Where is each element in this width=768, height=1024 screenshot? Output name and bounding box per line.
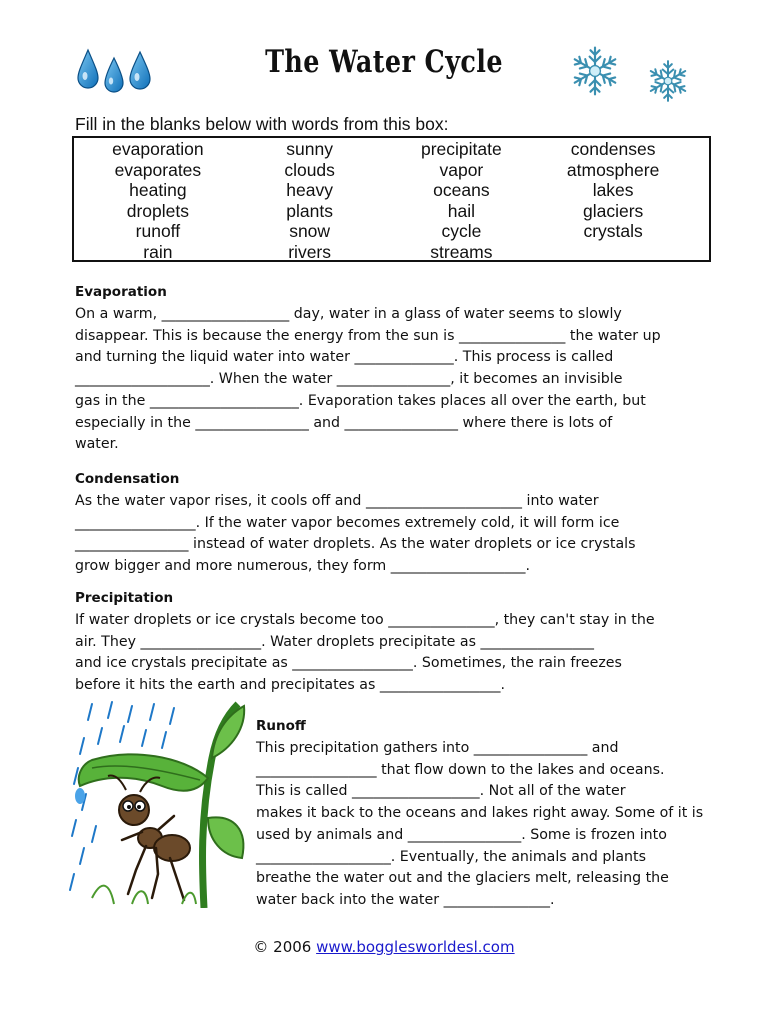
word-item: rivers (288, 241, 332, 262)
text-line: water. (75, 436, 119, 453)
worksheet-header (0, 0, 768, 110)
text-line: before it hits the earth and precipitates as _________________. (75, 677, 505, 694)
word-column (82, 139, 234, 260)
word-item: oceans (433, 180, 490, 201)
text-line: As the water vapor rises, it cools off and ______________________ into water (75, 493, 599, 509)
text-line: used by animals and ________________. Some is frozen into (256, 826, 667, 843)
word-item: glaciers (582, 200, 644, 221)
runoff-section (256, 718, 706, 912)
word-item: evaporation (112, 139, 204, 159)
word-item: vapor (439, 159, 484, 180)
text-line: ________________ instead of water droplets. As the water droplets or ice crystals (75, 536, 636, 553)
section-heading: Condensation (75, 471, 180, 487)
word-item: plants (286, 200, 333, 221)
text-line: makes it back to the oceans and lakes right away. Some of it is (256, 805, 704, 822)
text-line: On a warm, __________________ day, water in a glass of water seems to slowly (75, 306, 622, 322)
word-item: lakes (592, 180, 634, 201)
text-line: especially in the ________________ and ________________ where there is lots of (75, 414, 613, 431)
section-text (75, 491, 705, 578)
text-line: water back into the water _______________. (256, 891, 555, 908)
text-line: air. They _________________. Water droplets precipitate as ________________ (75, 633, 594, 650)
word-item: cycle (441, 221, 482, 242)
text-line: This precipitation gathers into ________________ and (256, 740, 619, 756)
section-heading: Precipitation (75, 590, 174, 606)
evaporation-section (75, 284, 705, 456)
word-item: atmosphere (566, 159, 660, 180)
section-text (75, 304, 705, 456)
condensation-section (75, 471, 705, 578)
word-item: droplets (126, 200, 189, 221)
word-item: heating (129, 180, 187, 201)
word-item: evaporates (114, 159, 202, 180)
text-line: ___________________. Eventually, the animals and plants (256, 848, 646, 865)
text-line: disappear. This is because the energy from the sun is _______________ the water up (75, 327, 661, 344)
snowflake-icon (645, 58, 691, 104)
page-title: The Water Cycle (265, 44, 503, 80)
precipitation-section (75, 590, 705, 697)
word-item: rain (143, 241, 173, 262)
word-box (72, 136, 711, 262)
word-item: hail (447, 200, 475, 221)
section-heading: Evaporation (75, 284, 167, 300)
word-item: crystals (583, 221, 643, 242)
word-item: runoff (135, 221, 181, 242)
snowflake-icon (568, 44, 622, 98)
text-line: If water droplets or ice crystals become too _______________, they can't stay in the (75, 612, 655, 628)
text-line: and ice crystals precipitate as _________________. Sometimes, the rain freezes (75, 655, 622, 672)
section-text (256, 738, 706, 912)
text-line: gas in the _____________________. Evaporation takes places all over the earth, but (75, 392, 646, 409)
section-heading: Runoff (256, 718, 306, 734)
word-item: snow (289, 221, 331, 242)
word-column (537, 139, 689, 260)
word-item: sunny (286, 139, 333, 159)
word-item: clouds (284, 159, 335, 180)
text-line: breathe the water out and the glaciers melt, releasing the (256, 870, 669, 887)
text-line: ___________________. When the water ________________, it becomes an invisible (75, 371, 623, 388)
instructions: Fill in the blanks below with words from this box: (75, 114, 449, 134)
word-item: streams (430, 241, 493, 262)
section-text (75, 610, 705, 697)
word-column (234, 139, 386, 260)
website-link[interactable]: www.bogglesworldesl.com (316, 938, 515, 956)
text-line: This is called __________________. Not all of the water (256, 783, 626, 800)
word-item: heavy (286, 180, 333, 201)
copyright-text: © 2006 (253, 938, 312, 956)
text-line: _________________. If the water vapor becomes extremely cold, it will form ice (75, 514, 620, 531)
text-line: _________________ that flow down to the lakes and oceans. (256, 761, 665, 778)
word-item: condenses (570, 139, 656, 159)
text-line: and turning the liquid water into water ______________. This process is called (75, 349, 614, 366)
word-item: precipitate (421, 139, 502, 159)
footer (0, 938, 768, 956)
text-line: grow bigger and more numerous, they form ___________________. (75, 558, 531, 575)
ant-under-leaf-illustration (62, 698, 248, 908)
word-column (386, 139, 538, 260)
